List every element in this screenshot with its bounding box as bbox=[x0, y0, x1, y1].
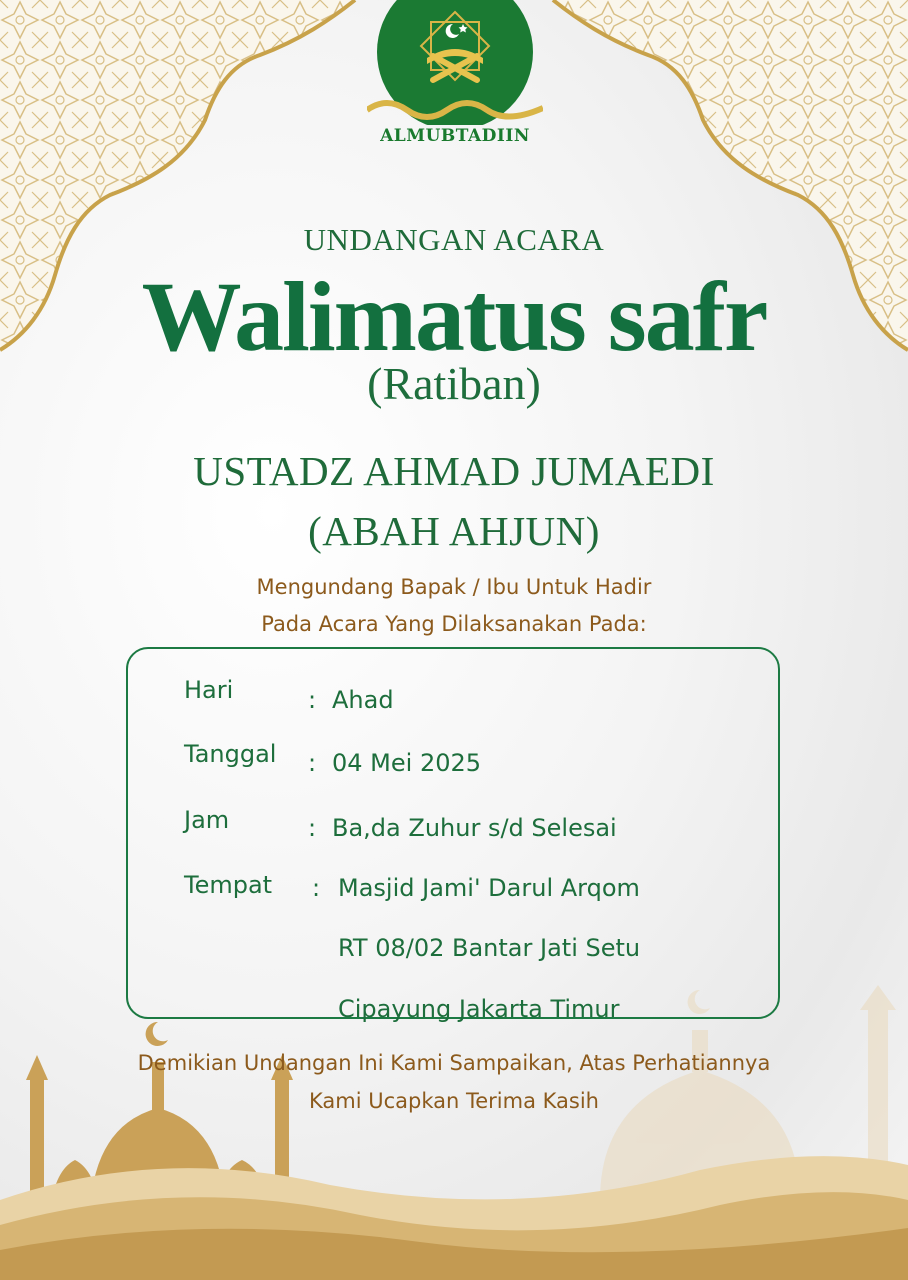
detail-value-date: 04 Mei 2025 bbox=[332, 749, 482, 777]
detail-label-time: Jam bbox=[184, 806, 230, 834]
event-title-sub: (Ratiban) bbox=[367, 358, 541, 409]
mosque-silhouette-art bbox=[0, 950, 908, 1280]
detail-label-day: Hari bbox=[184, 676, 234, 704]
detail-value-day: Ahad bbox=[332, 686, 394, 714]
colon: : bbox=[308, 749, 317, 777]
logo-text: ALMUBTADIIN bbox=[380, 126, 530, 146]
address-line-1: RT 08/02 Bantar Jati Setu bbox=[338, 934, 641, 962]
quran-stand-icon bbox=[367, 0, 543, 125]
colon: : bbox=[312, 874, 321, 902]
colon: : bbox=[308, 814, 317, 842]
organization-logo bbox=[367, 0, 543, 150]
invitation-line-1: Mengundang Bapak / Ibu Untuk Hadir bbox=[256, 575, 652, 599]
closing-line-2: Kami Ucapkan Terima Kasih bbox=[308, 1089, 599, 1113]
detail-value-place: Masjid Jami' Darul Arqom bbox=[338, 874, 640, 902]
invitation-line-2: Pada Acara Yang Dilaksanakan Pada: bbox=[261, 612, 647, 636]
colon: : bbox=[308, 686, 317, 714]
event-title: Walimatus safr bbox=[141, 261, 767, 372]
host-alias: (ABAH AHJUN) bbox=[308, 508, 600, 554]
detail-value-time: Ba,da Zuhur s/d Selesai bbox=[332, 814, 617, 842]
host-name: USTADZ AHMAD JUMAEDI bbox=[193, 448, 715, 494]
address-line-2: Cipayung Jakarta Timur bbox=[338, 995, 620, 1023]
detail-label-place: Tempat bbox=[184, 871, 273, 899]
event-subtitle: UNDANGAN ACARA bbox=[303, 222, 605, 257]
detail-label-date: Tanggal bbox=[184, 740, 277, 768]
closing-line-1: Demikian Undangan Ini Kami Sampaikan, Atas Perhatiannya bbox=[137, 1051, 771, 1075]
